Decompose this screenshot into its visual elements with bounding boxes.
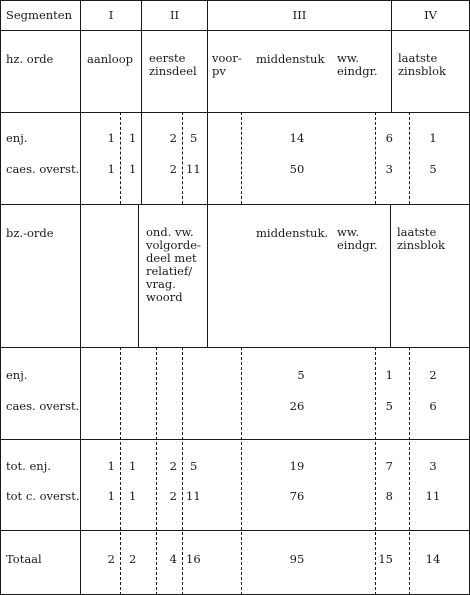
tot-enj-v5: 7 — [385, 459, 393, 473]
dash-b1-b — [182, 112, 183, 204]
bz-laatste-zinsblok: laatste zinsblok — [397, 225, 445, 252]
totaal-v5: 15 — [378, 552, 393, 566]
rule-bz-ond-right — [207, 204, 208, 347]
hz-middenstuk: middenstuk — [256, 52, 325, 66]
rule-top — [0, 0, 470, 1]
rule-bz-ond-left — [138, 204, 139, 347]
bz-label: bz.-orde — [6, 226, 54, 240]
b1-enj-v4: 14 — [289, 131, 305, 145]
b1-enj-v6: 1 — [429, 131, 437, 145]
bz-middenstuk: middenstuk. — [256, 226, 329, 240]
dash-b2-f — [409, 347, 410, 595]
hz-ww-eindgr: ww. eindgr. — [337, 51, 378, 78]
totaal-v4: 95 — [289, 552, 305, 566]
b1-caes-v0: 1 — [107, 162, 115, 176]
segment-III: III — [292, 8, 307, 22]
rule-hz — [0, 112, 470, 113]
segment-II: II — [169, 8, 180, 22]
rule-left — [0, 0, 1, 595]
rule-label-col — [80, 0, 81, 204]
b2-enj-v1: 1 — [385, 368, 393, 382]
hz-aanloop: aanloop — [87, 52, 134, 66]
b2-caes-v2: 6 — [429, 399, 437, 413]
dash-b2-d — [241, 347, 242, 595]
b1-caes-v1: 1 — [129, 162, 137, 176]
hz-voorpv: voor-pv — [212, 51, 242, 78]
b1-caes-v5: 3 — [385, 162, 393, 176]
rule-block2 — [0, 439, 470, 440]
bz-ond-vw: ond. vw. volgorde-deel met relatief/ vrag. woord — [146, 225, 201, 304]
tot-c-v5: 8 — [385, 489, 393, 503]
segment-I: I — [108, 8, 114, 22]
dash-b2-c — [182, 347, 183, 595]
rule-seg-II-III — [207, 0, 208, 204]
rule-bz-label — [80, 204, 81, 347]
rule-totals — [0, 530, 470, 531]
b1-enj-v5: 6 — [385, 131, 393, 145]
tot-enj-v3: 5 — [190, 459, 198, 473]
dash-b2-a — [120, 347, 121, 595]
tot-c-v4: 76 — [289, 489, 305, 503]
totaal-v6: 14 — [425, 552, 441, 566]
b1-caes-v3: 11 — [186, 162, 201, 176]
bz-ww-eindgr: ww. eindgr. — [337, 225, 378, 252]
hz-label: hz. orde — [6, 52, 54, 66]
tot-enj-v1: 1 — [129, 459, 137, 473]
tot-enj-label: tot. enj. — [6, 459, 51, 473]
rule-bz — [0, 347, 470, 348]
dash-b1-d — [375, 112, 376, 204]
tot-c-v0: 1 — [107, 489, 115, 503]
b1-caes-v4: 50 — [289, 162, 305, 176]
b2-caes-v0: 26 — [289, 399, 305, 413]
b1-caes-v2: 2 — [169, 162, 177, 176]
hz-laatste-zinsblok: laatste zinsblok — [398, 51, 446, 78]
b1-enj-v2: 2 — [169, 131, 177, 145]
tot-enj-v6: 3 — [429, 459, 437, 473]
tot-c-v2: 2 — [169, 489, 177, 503]
tot-c-label: tot c. overst. — [6, 489, 80, 503]
b1-enj-v1: 1 — [129, 131, 137, 145]
totaal-label: Totaal — [6, 552, 42, 566]
b2-caes-v1: 5 — [385, 399, 393, 413]
b2-caes-label: caes. overst. — [6, 399, 80, 413]
rule-b2-label — [80, 347, 81, 595]
dash-b1-e — [409, 112, 410, 204]
b2-enj-v0: 5 — [297, 368, 305, 382]
b1-enj-v3: 5 — [190, 131, 198, 145]
totaal-v0: 2 — [107, 552, 115, 566]
tot-c-v6: 11 — [425, 489, 441, 503]
hz-eerste-zinsdeel: eerste zinsdeel — [149, 51, 197, 78]
b2-enj-v2: 2 — [429, 368, 437, 382]
segment-IV: IV — [424, 8, 437, 22]
rule-block1 — [0, 204, 470, 205]
dash-b1-c — [241, 112, 242, 204]
tot-enj-v4: 19 — [289, 459, 305, 473]
rule-header — [0, 30, 470, 31]
b1-caes-label: caes. overst. — [6, 162, 80, 176]
totaal-v2: 4 — [169, 552, 177, 566]
tot-enj-v2: 2 — [169, 459, 177, 473]
rule-seg-I-II — [141, 0, 142, 204]
rule-bz-laatste — [390, 204, 391, 347]
header-label: Segmenten — [6, 8, 72, 22]
b1-caes-v6: 5 — [429, 162, 437, 176]
tot-enj-v0: 1 — [107, 459, 115, 473]
b2-enj-label: enj. — [6, 368, 28, 382]
dash-b1-a — [120, 112, 121, 204]
b1-enj-label: enj. — [6, 131, 28, 145]
b1-enj-v0: 1 — [107, 131, 115, 145]
tot-c-v3: 11 — [186, 489, 201, 503]
totaal-v1: 2 — [129, 552, 137, 566]
tot-c-v1: 1 — [129, 489, 137, 503]
totaal-v3: 16 — [186, 552, 201, 566]
